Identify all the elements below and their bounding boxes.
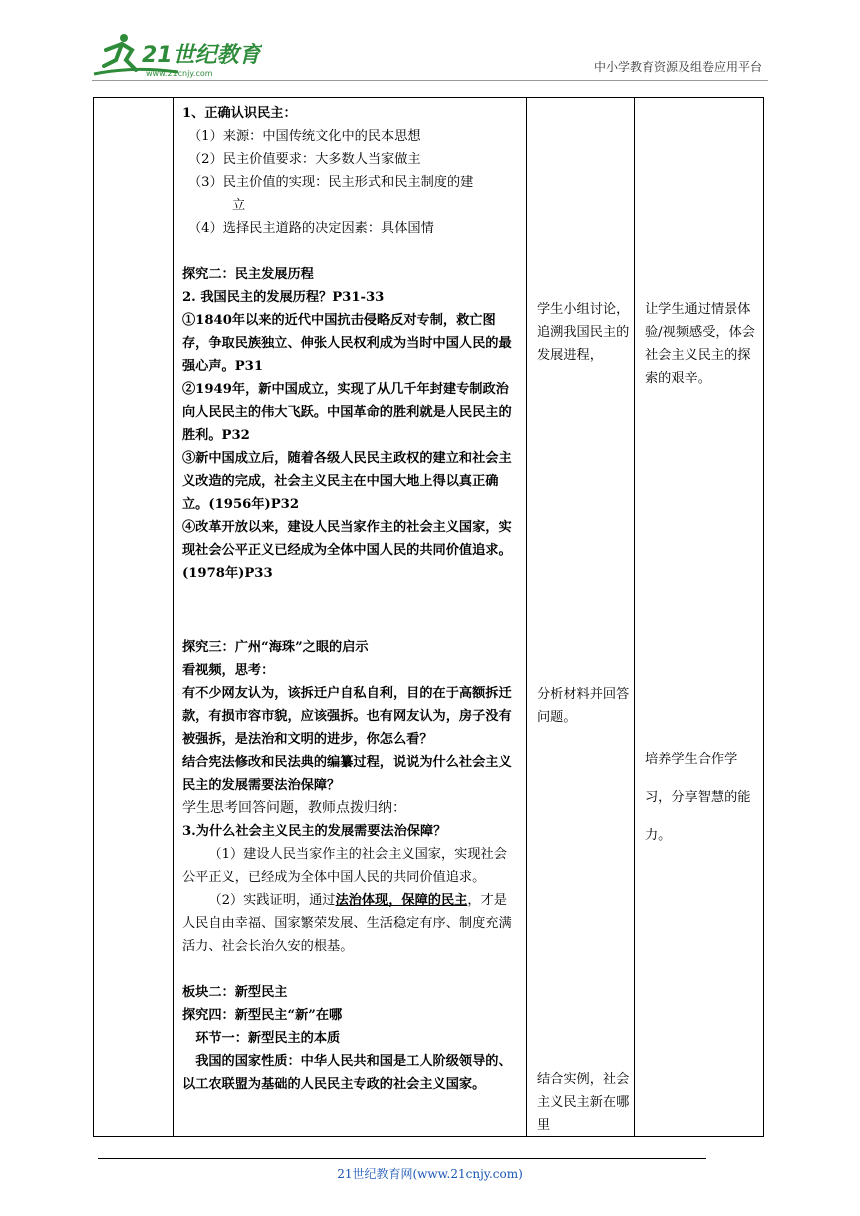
section-title: 1、正确认识民主： xyxy=(182,106,297,121)
activity-text: 学生小组讨论，追溯我国民主的发展进程， xyxy=(537,302,630,363)
section-title: 探究三：广州“海珠”之眼的启示 xyxy=(182,640,369,655)
answer-point xyxy=(182,889,518,958)
page-header xyxy=(0,0,860,90)
instruction: 看视频，思考： xyxy=(182,663,275,678)
list-item-continued: 立 xyxy=(232,198,246,213)
answer-point: （1）建设人民当家作主的社会主义国家，实现社会公平正义，已经成为全体中国人民的共同价值追求。 xyxy=(182,847,507,885)
platform-title: 中小学教育资源及组卷应用平台 xyxy=(593,60,762,74)
history-point: ②1949年，新中国成立，实现了从几千年封建专制政治向人民民主的伟大飞跃。中国革命的胜利就是人民民主的胜利。P32 xyxy=(182,382,512,443)
subsection-title: 环节一：新型民主的本质 xyxy=(195,1031,341,1046)
list-item: （2）民主价值要求：大多数人当家做主 xyxy=(188,152,421,167)
list-item: （1）来源：中国传统文化中的民本思想 xyxy=(188,129,421,144)
teaching-content xyxy=(182,102,518,1096)
answer-text: ，才是人民自由幸福、国家繁荣发展、生活稳定有序、制度充满活力、社会长治久安的根基。 xyxy=(182,893,512,954)
section-title: 探究二：民主发展历程 xyxy=(182,267,314,282)
student-activity xyxy=(537,298,631,367)
block-title: 板块二：新型民主 xyxy=(182,985,288,1000)
activity-text: 结合实例，社会主义民主新在哪里 xyxy=(537,1072,630,1133)
question: 结合宪法修改和民法典的编纂过程，说说为什么社会主义民主的发展需要法治保障？ xyxy=(182,755,512,793)
student-activity xyxy=(537,683,631,729)
section-title: 探究四：新型民主“新”在哪 xyxy=(182,1008,343,1023)
history-point: ①1840年以来的近代中国抗击侵略反对专制，救亡图存，争取民族独立、伸张人民权利成为当时中国人民的最强心声。P31 xyxy=(182,313,512,374)
column-divider xyxy=(526,98,527,1136)
column-divider xyxy=(634,98,635,1136)
list-item: （4）选择民主道路的决定因素：具体国情 xyxy=(188,221,434,236)
student-activity xyxy=(537,1068,631,1137)
footer-link[interactable]: 21世纪教育网(www.21cnjy.com) xyxy=(337,1167,523,1181)
answer-title: 3.为什么社会主义民主的发展需要法治保障？ xyxy=(182,824,447,839)
history-point: ④改革开放以来，建设人民当家作主的社会主义国家，实现社会公平正义已经成为全体中国人民的共同价值追求。(1978年)P33 xyxy=(182,520,512,581)
underlined-key-phrase: 法治体现，保障的民主 xyxy=(335,893,468,908)
intent-text: 培养学生合作学习，分享智慧的能力。 xyxy=(645,752,751,843)
site-logo xyxy=(92,30,262,80)
footer-divider xyxy=(98,1158,706,1159)
column-divider xyxy=(173,98,174,1136)
content-text: 我国的国家性质：中华人民共和国是工人阶级领导的、以工农联盟为基础的人民民主专政的社会主义国家。 xyxy=(182,1054,512,1092)
list-item: （3）民主价值的实现：民主形式和民主制度的建 xyxy=(188,175,474,190)
question: 有不少网友认为，该拆迁户自私自利，目的在于高额拆迁款，有损市容市貌，应该强拆。也有网友认为，房子没有被强拆，是法治和文明的进步，你怎么看？ xyxy=(182,686,512,747)
history-point: ③新中国成立后，随着各级人民民主政权的建立和社会主义改造的完成，社会主义民主在中国大地上得以真正确立。(1956年)P32 xyxy=(182,451,512,512)
activity-text: 分析材料并回答问题。 xyxy=(537,687,630,725)
teacher-note: 学生思考回答问题，教师点拨归纳： xyxy=(182,800,406,816)
design-intent xyxy=(645,741,757,855)
question: 2. 我国民主的发展历程？P31-33 xyxy=(182,290,385,305)
intent-text: 让学生通过情景体验/视频感受，体会社会主义民主的探索的艰辛。 xyxy=(645,302,755,386)
design-intent xyxy=(645,298,757,390)
answer-text: （2）实践证明，通过 xyxy=(208,893,336,908)
lesson-table xyxy=(93,97,764,1137)
runner-logo-icon xyxy=(92,30,262,80)
logo-url: www.21cnjy.com xyxy=(146,69,213,78)
logo-text: 21世纪教育 xyxy=(142,43,261,68)
header-divider xyxy=(92,80,768,81)
